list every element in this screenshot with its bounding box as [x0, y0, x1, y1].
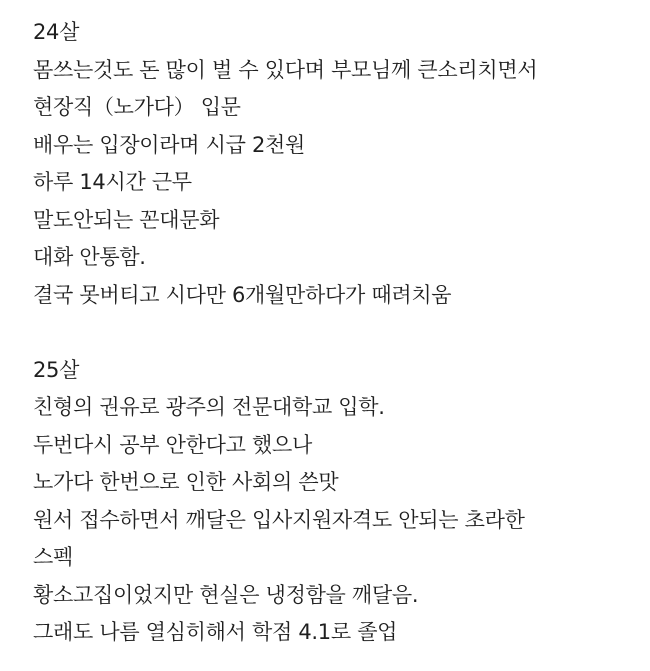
section-age-25 — [33, 352, 633, 652]
text-line: 결국 못버티고 시다만 6개월만하다가 때려치움 — [33, 282, 452, 307]
text-line: 황소고집이었지만 현실은 냉정함을 깨달음. — [33, 582, 419, 607]
text-line: 하루 14시간 근무 — [33, 170, 192, 194]
text-line: 그래도 나름 열심히해서 학점 4.1로 졸업 — [33, 620, 398, 644]
section-heading: 24살 — [33, 20, 80, 44]
text-line: 몸쓰는것도 돈 많이 벌 수 있다며 부모님께 큰소리치면서 — [33, 57, 538, 82]
paragraph-gap — [33, 314, 633, 352]
text-line: 스펙 — [33, 545, 73, 569]
text-line: 두번다시 공부 안한다고 했으나 — [33, 432, 312, 457]
text-line: 현장직（노가다） 입문 — [33, 95, 241, 119]
document-body — [33, 14, 633, 652]
section-age-24 — [33, 14, 633, 314]
text-line: 대화 안통함. — [33, 245, 146, 269]
text-line: 배우는 입장이라며 시급 2천원 — [33, 132, 306, 157]
text-line: 친형의 권유로 광주의 전문대학교 입학. — [33, 395, 385, 419]
text-line: 원서 접수하면서 깨달은 입사지원자격도 안되는 초라한 — [33, 507, 525, 532]
text-line: 노가다 한번으로 인한 사회의 쓴맛 — [33, 470, 339, 494]
section-heading: 25살 — [33, 357, 80, 382]
text-line: 말도안되는 꼰대문화 — [33, 207, 220, 232]
